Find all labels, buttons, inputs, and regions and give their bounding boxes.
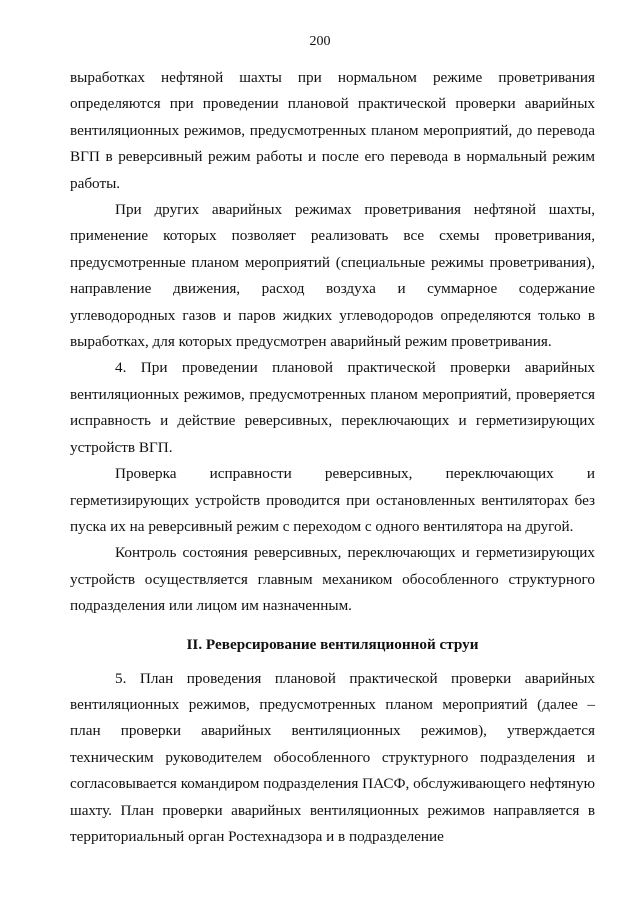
page-number: 200 (309, 34, 331, 49)
paragraph-device-control: Контроль состояния реверсивных, переключающих и герметизирующих устройств осуществляется главным механиком обособленного структурного подразделения или лицом им назначенным. (70, 544, 595, 615)
paragraph-item-4: 4. При проведении плановой практической проверки аварийных вентиляционных режимов, предусмотренных планом мероприятий, проверяется исправность и действие реверсивных, переключающих и герметизирующих устройств ВГП. (70, 359, 595, 456)
paragraph-other-emergency-modes: При других аварийных режимах проветривания нефтяной шахты, применение которых позволяет реализовать все схемы проветривания, предусмотренные планом мероприятий (специальные режимы проветривания), направление движения, расход воздуха и суммарное содержание углеводородных газов и паров жидких углеводородов определяются только в выработках, для которых предусмотрен аварийный режим проветривания. (70, 201, 595, 351)
document-body (70, 65, 595, 850)
paragraph-item-5: 5. План проведения плановой практической проверки аварийных вентиляционных режимов, предусмотренных планом мероприятий (далее – план проверки аварийных вентиляционных режимов), утверждается техническим руководителем обособленного структурного подразделения и согласовывается командиром подразделения ПАСФ, обслуживающего нефтяную шахту. План проверки аварийных вентиляционных режимов направляется в территориальный орган Ростехнадзора и в подразделение (70, 669, 595, 845)
paragraph-continuation: выработках нефтяной шахты при нормальном режиме проветривания определяются при проведении плановой практической проверки аварийных вентиляционных режимов, предусмотренных планом мероприятий, до перевода ВГП в реверсивный режим работы и после его перевода в нормальный режим работы. (70, 69, 595, 192)
paragraph-device-check: Проверка исправности реверсивных, переключающих и герметизирующих устройств проводится при остановленных вентиляторах без пуска их на реверсивный режим с переходом с одного вентилятора на другой. (70, 465, 595, 535)
section-heading: II. Реверсирование вентиляционной струи (186, 635, 479, 653)
